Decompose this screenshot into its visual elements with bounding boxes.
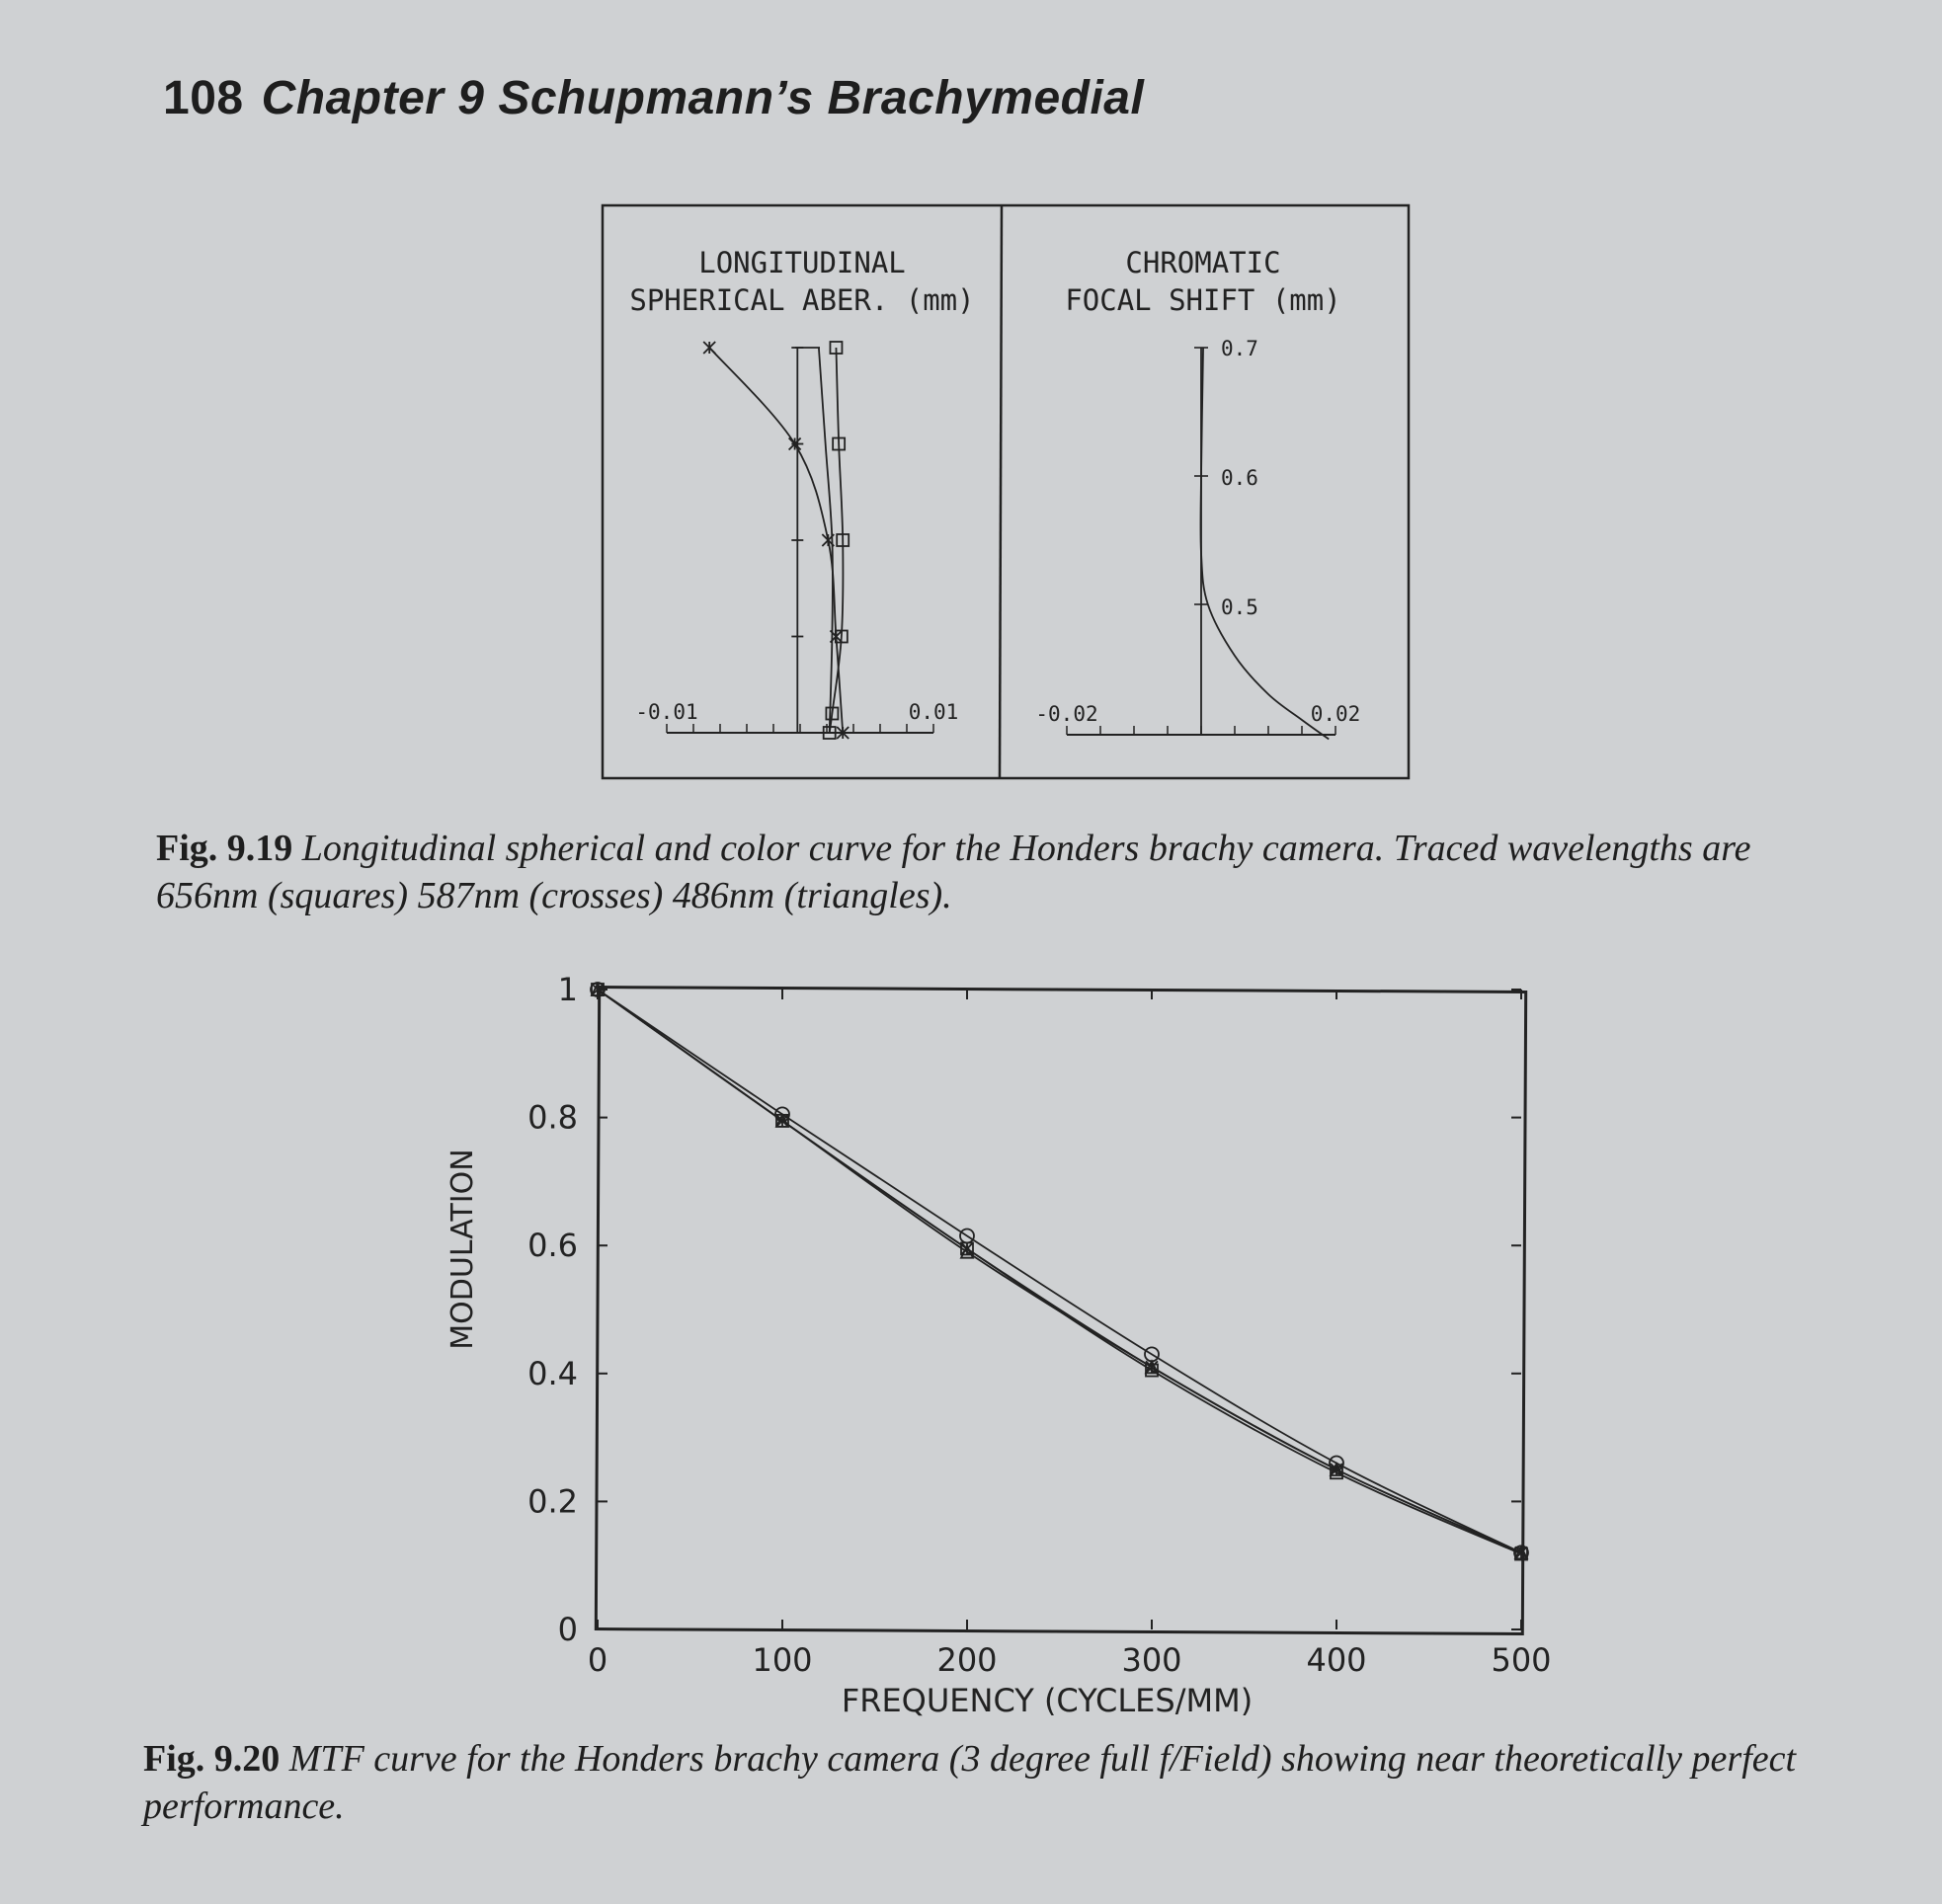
fig-9-19-label: Fig. 9.19 (156, 828, 293, 869)
cfs-title-line1: CHROMATIC (1125, 246, 1281, 279)
mtf-y-tick-label: 1 (557, 971, 578, 1008)
mtf-series (591, 983, 1528, 1560)
cfs-y-label-0.5: 0.5 (1221, 595, 1258, 619)
mtf-y-tick-label: 0.2 (527, 1482, 578, 1521)
figure-9-20 (445, 971, 1552, 1719)
lsa-data-point (703, 342, 715, 354)
lsa-x-max-label: 0.01 (908, 700, 959, 724)
lsa-curves (703, 342, 849, 739)
fig-9-20-text: MTF curve for the Honders brachy camera (3 degree full f/Field) showing near theoretically perfect performance. (143, 1738, 1797, 1827)
mtf-x-tick-label: 200 (936, 1641, 998, 1679)
mtf-y-tick-label: 0.6 (527, 1227, 578, 1265)
mtf-series-line (598, 990, 1521, 1554)
cfs-x-max-label: 0.02 (1310, 702, 1361, 726)
mtf-y-axis-label: MODULATION (445, 1149, 480, 1350)
cfs-curves (1200, 348, 1329, 740)
figure-9-20-caption (143, 1735, 1842, 1830)
lsa-title-line1: LONGITUDINAL (698, 246, 906, 279)
chapter-title: Chapter 9 Schupmann’s Brachymedial (261, 72, 1145, 124)
mtf-series-line (598, 990, 1521, 1552)
mtf-y-tick-label: 0.4 (527, 1354, 578, 1392)
mtf-x-tick-label: 500 (1491, 1641, 1552, 1679)
mtf-y-tick-label: 0.8 (527, 1098, 578, 1137)
mtf-x-tick-label: 300 (1121, 1641, 1182, 1679)
mtf-tick-labels (527, 971, 1551, 1679)
cfs-y-label-0.7: 0.7 (1221, 337, 1258, 360)
mtf-x-tick-label: 400 (1306, 1641, 1367, 1679)
lsa-x-min-label: -0.01 (635, 700, 698, 724)
cfs-y-label-0.6: 0.6 (1221, 466, 1258, 490)
mtf-series-line (598, 990, 1521, 1552)
mtf-series-line (598, 990, 1521, 1552)
figure-9-19-caption (156, 825, 1855, 919)
cfs-x-min-label: -0.02 (1035, 702, 1098, 726)
lsa-title-line2: SPHERICAL ABER. (mm) (629, 283, 975, 317)
cfs-series-line (1200, 348, 1329, 740)
lsa-series-line (819, 348, 833, 733)
fig-9-20-label: Fig. 9.20 (143, 1738, 281, 1780)
figure-9-19 (603, 205, 1409, 778)
mtf-y-tick-label: 0 (557, 1611, 578, 1648)
mtf-x-tick-label: 100 (752, 1641, 813, 1679)
mtf-x-axis-label: FREQUENCY (CYCLES/MM) (841, 1682, 1254, 1719)
lsa-x-axis (667, 724, 933, 733)
fig-9-19-divider (1000, 205, 1002, 778)
fig-9-19-text: Longitudinal spherical and color curve for the Honders brachy camera. Traced wavelengths are 656nm (squares) 587nm (crosses) 486nm (triangles). (156, 828, 1751, 916)
page-number: 108 (163, 72, 244, 124)
cfs-title-line2: FOCAL SHIFT (mm) (1065, 283, 1341, 317)
mtf-x-tick-label: 0 (587, 1641, 608, 1679)
